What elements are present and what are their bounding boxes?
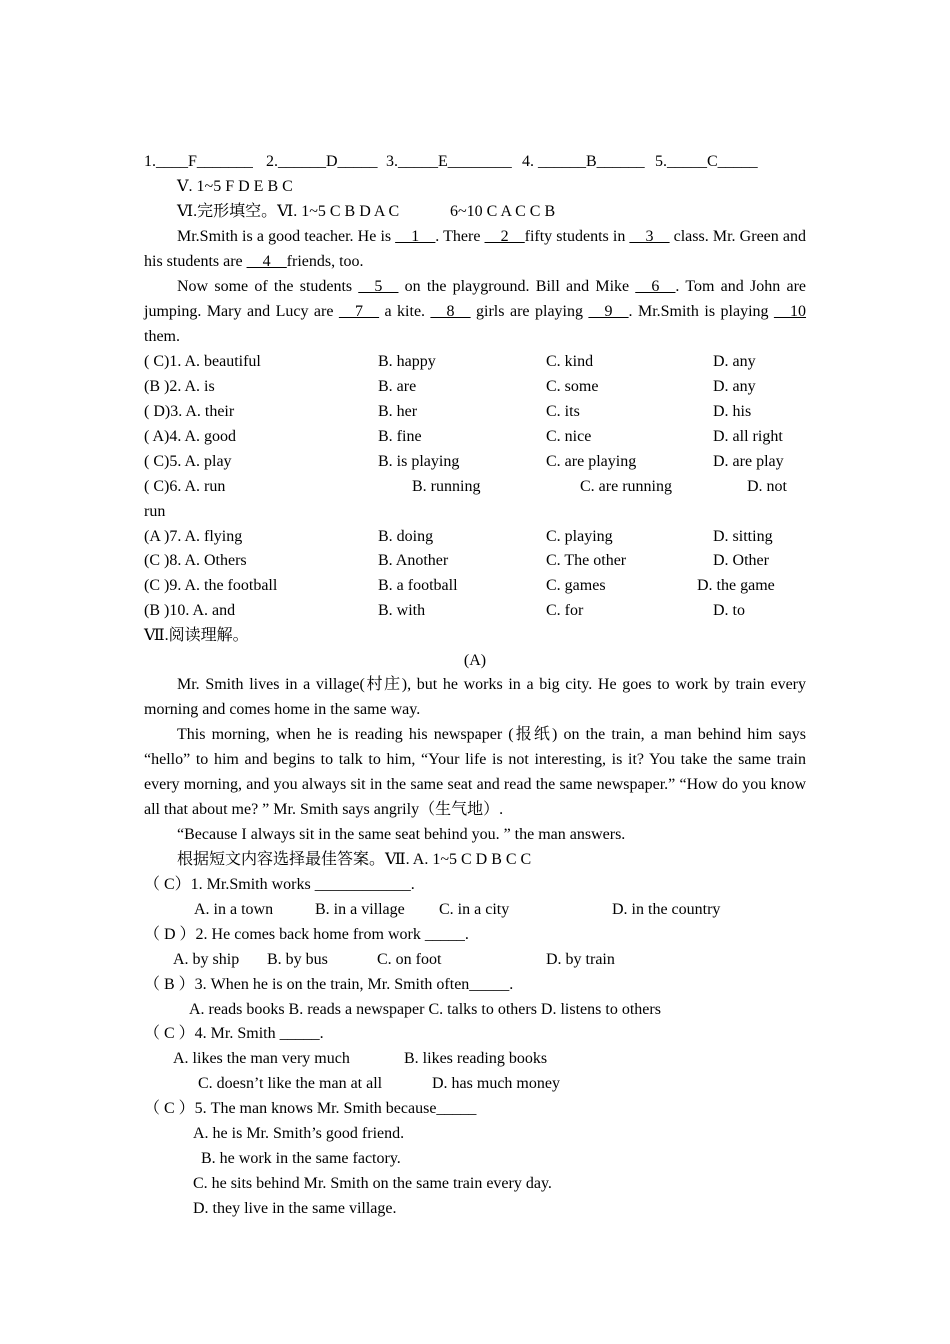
option-1-b: B. happy <box>378 353 436 370</box>
option-9-a: (C )9. A. the football <box>144 577 278 594</box>
instruction: 根据短文内容选择最佳答案。Ⅶ. A. 1~5 C D B C C <box>177 851 532 868</box>
option-8-a: (C )8. A. Others <box>144 552 247 569</box>
section6-answers-2: 6~10 C A C C B <box>450 203 556 220</box>
option-2-a: (B )2. A. is <box>144 378 215 395</box>
option-6-d-wrap: run <box>144 503 166 520</box>
q2-option-c: C. on foot <box>377 951 442 968</box>
option-3-b: B. her <box>378 403 418 420</box>
option-8-b: B. Another <box>378 552 449 569</box>
reading-passage <box>144 672 806 847</box>
section5-answers: Ⅴ. 1~5 F D E B C <box>177 178 293 195</box>
question-5: （ C ）5. The man knows Mr. Smith because_____ <box>144 1100 477 1117</box>
option-2-c: C. some <box>546 378 599 395</box>
section7-header: Ⅶ.阅读理解。 <box>144 627 249 644</box>
option-4-b: B. fine <box>378 428 422 445</box>
q4-option-b: B. likes reading books <box>404 1050 548 1067</box>
option-5-c: C. are playing <box>546 453 637 470</box>
option-6-a: ( C)6. A. run <box>144 478 226 495</box>
passage-paragraph-3: “Because I always sit in the same seat behind you. ” the man answers. <box>177 826 626 843</box>
passage-paragraph-1: Mr. Smith lives in a village(村庄), but he works in a big city. He goes to work by train every morning and comes home in the same way. <box>144 676 806 718</box>
answer-2: 2.______D_____ <box>266 153 378 170</box>
answer-1: 1.____F_______ <box>144 153 253 170</box>
q1-option-a: A. in a town <box>194 901 274 918</box>
option-3-a: ( D)3. A. their <box>144 403 235 420</box>
option-4-d: D. all right <box>713 428 783 445</box>
option-4-a: ( A)4. A. good <box>144 428 236 445</box>
option-6-d: D. not <box>747 478 787 495</box>
option-1-a: ( C)1. A. beautiful <box>144 353 261 370</box>
answer-5: 5._____C_____ <box>655 153 758 170</box>
option-10-b: B. with <box>378 602 426 619</box>
answer-4: 4. ______B______ <box>522 153 645 170</box>
question-1: （ C）1. Mr.Smith works ____________. <box>144 876 415 893</box>
q4-option-a: A. likes the man very much <box>173 1050 350 1067</box>
option-1-c: C. kind <box>546 353 594 370</box>
q4-option-d: D. has much money <box>432 1075 560 1092</box>
question-3: （ B ）3. When he is on the train, Mr. Smith often_____. <box>144 976 514 993</box>
cloze-paragraph-2: Now some of the students __5__ on the playground. Bill and Mike __6__. Tom and John are jumping. Mary and Lucy are __7__ a kite. __8__ girls are playing __9__. Mr.Smith is playing __10 them. <box>144 278 807 345</box>
q2-option-d: D. by train <box>546 951 615 968</box>
option-7-c: C. playing <box>546 528 613 545</box>
option-5-b: B. is playing <box>378 453 460 470</box>
option-9-d: D. the game <box>697 577 775 594</box>
q3-options: A. reads books B. reads a newspaper C. talks to others D. listens to others <box>189 1001 661 1018</box>
q2-option-a: A. by ship <box>173 951 240 968</box>
option-5-a: ( C)5. A. play <box>144 453 232 470</box>
option-1-d: D. any <box>713 353 756 370</box>
q1-option-d: D. in the country <box>612 901 721 918</box>
option-9-c: C. games <box>546 577 606 594</box>
option-6-b: B. running <box>412 478 481 495</box>
cloze-passage <box>144 224 806 349</box>
option-7-a: (A )7. A. flying <box>144 528 243 545</box>
option-8-d: D. Other <box>713 552 769 569</box>
option-3-c: C. its <box>546 403 580 420</box>
option-8-c: C. The other <box>546 552 627 569</box>
option-4-c: C. nice <box>546 428 592 445</box>
option-7-b: B. doing <box>378 528 434 545</box>
section6-header: Ⅵ.完形填空。Ⅵ. 1~5 C B D A C <box>177 203 400 220</box>
option-10-a: (B )10. A. and <box>144 602 236 619</box>
option-6-c: C. are running <box>580 478 672 495</box>
q2-option-b: B. by bus <box>267 951 328 968</box>
option-7-d: D. sitting <box>713 528 773 545</box>
option-3-d: D. his <box>713 403 752 420</box>
option-10-c: C. for <box>546 602 584 619</box>
option-2-d: D. any <box>713 378 756 395</box>
q5-option-a: A. he is Mr. Smith’s good friend. <box>193 1125 405 1142</box>
passage-label: (A) <box>463 652 487 669</box>
q5-option-d: D. they live in the same village. <box>193 1200 397 1217</box>
q1-option-b: B. in a village <box>315 901 405 918</box>
q1-option-c: C. in a city <box>439 901 510 918</box>
answer-3: 3._____E________ <box>386 153 512 170</box>
question-2: （ D ）2. He comes back home from work _____. <box>144 926 469 943</box>
option-2-b: B. are <box>378 378 417 395</box>
option-10-d: D. to <box>713 602 745 619</box>
q5-option-c: C. he sits behind Mr. Smith on the same train every day. <box>193 1175 552 1192</box>
q5-option-b: B. he work in the same factory. <box>201 1150 401 1167</box>
question-4: （ C ）4. Mr. Smith _____. <box>144 1025 324 1042</box>
cloze-paragraph-1: Mr.Smith is a good teacher. He is __1__. There __2__fifty students in __3__ class. Mr. Green and his students are __4__friends, too. <box>144 228 807 270</box>
q4-option-c: C. doesn’t like the man at all <box>198 1075 383 1092</box>
option-5-d: D. are play <box>713 453 784 470</box>
passage-paragraph-2: This morning, when he is reading his newspaper (报纸) on the train, a man behind him says “hello” to him and begins to talk to him, “Your life is not interesting, is it? You take the same train every morning, and you always sit in the same seat and read the same newspaper.” “How do you know all that about me? ” Mr. Smith says angrily（生气地）. <box>144 726 806 818</box>
option-9-b: B. a football <box>378 577 458 594</box>
